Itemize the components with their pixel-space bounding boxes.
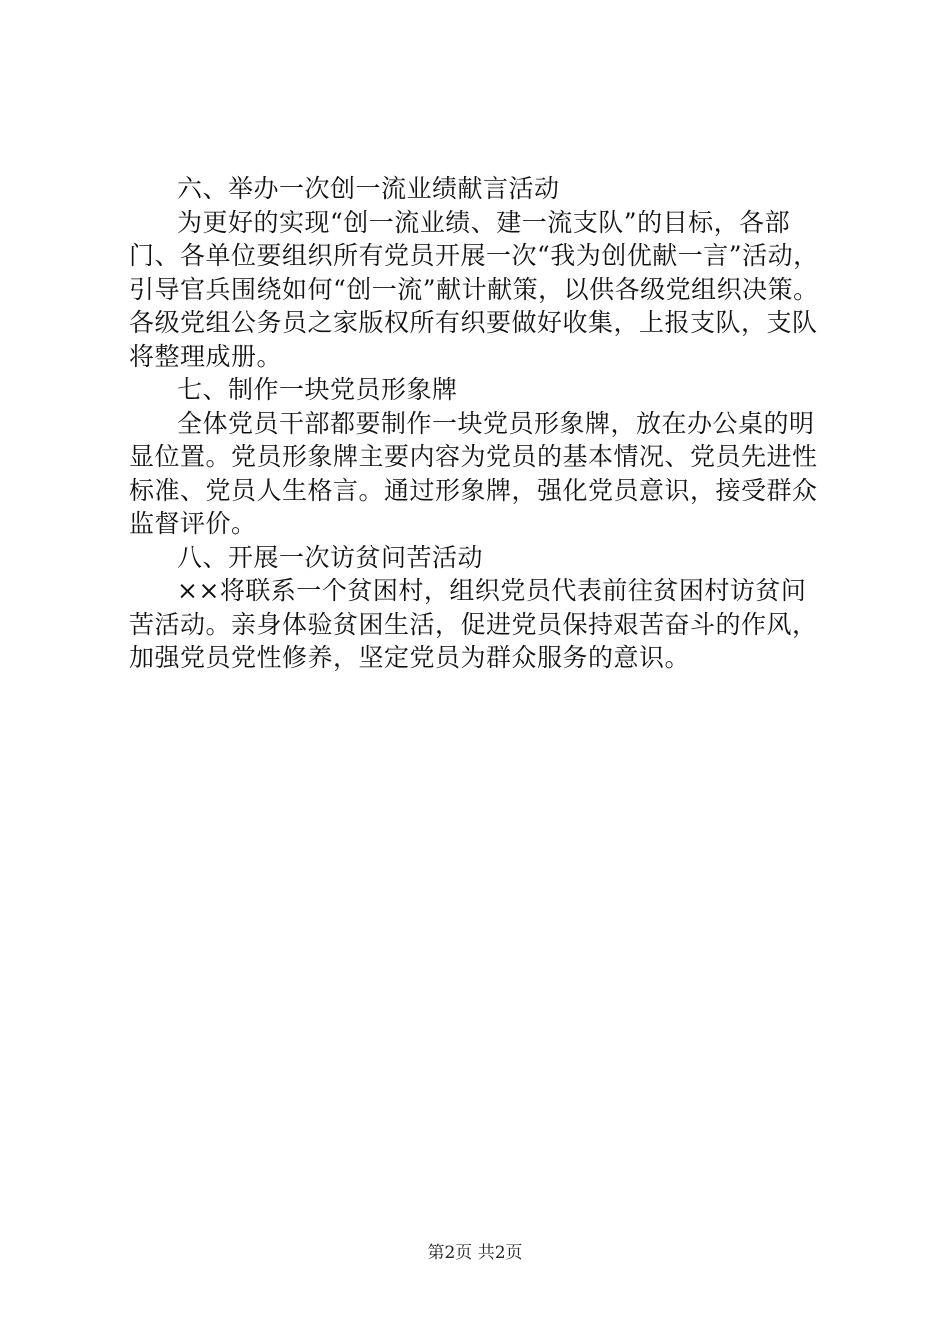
paragraph-line: 引导官兵围绕如何“创一流”献计献策，以供各级党组织决策。: [129, 274, 819, 304]
paragraph-line: 为更好的实现“创一流业绩、建一流支队”的目标，各部: [177, 207, 791, 237]
page-number-footer: 第2页 共2页: [427, 1243, 523, 1263]
section-heading: 七、制作一块党员形象牌: [177, 375, 458, 404]
paragraph-line: 标准、党员人生格言。通过形象牌，强化党员意识，接受群众: [129, 475, 818, 505]
section-heading: 八、开展一次访贫问苦活动: [177, 542, 484, 572]
paragraph-line: ××将联系一个贫困村，组织党员代表前往贫困村访贫问: [177, 576, 807, 605]
paragraph-line: 各级党组公务员之家版权所有织要做好收集，上报支队，支队: [129, 308, 818, 337]
paragraph-line: 全体党员干部都要制作一块党员形象牌，放在办公桌的明: [177, 408, 815, 438]
section-heading: 六、举办一次创一流业绩献言活动: [177, 174, 560, 203]
paragraph-line: 将整理成册。: [129, 341, 283, 371]
paragraph-line: 显位置。党员形象牌主要内容为党员的基本情况、党员先进性: [129, 442, 818, 471]
paragraph-line: 监督评价。: [129, 509, 257, 538]
paragraph-line: 加强党员党性修养，坚定党员为群众服务的意识。: [129, 643, 691, 672]
paragraph-line: 苦活动。亲身体验贫困生活，促进党员保持艰苦奋斗的作风，: [129, 609, 818, 639]
document-body: [129, 172, 854, 675]
paragraph-line: 门、各单位要组织所有党员开展一次“我为创优献一言”活动，: [129, 241, 819, 270]
